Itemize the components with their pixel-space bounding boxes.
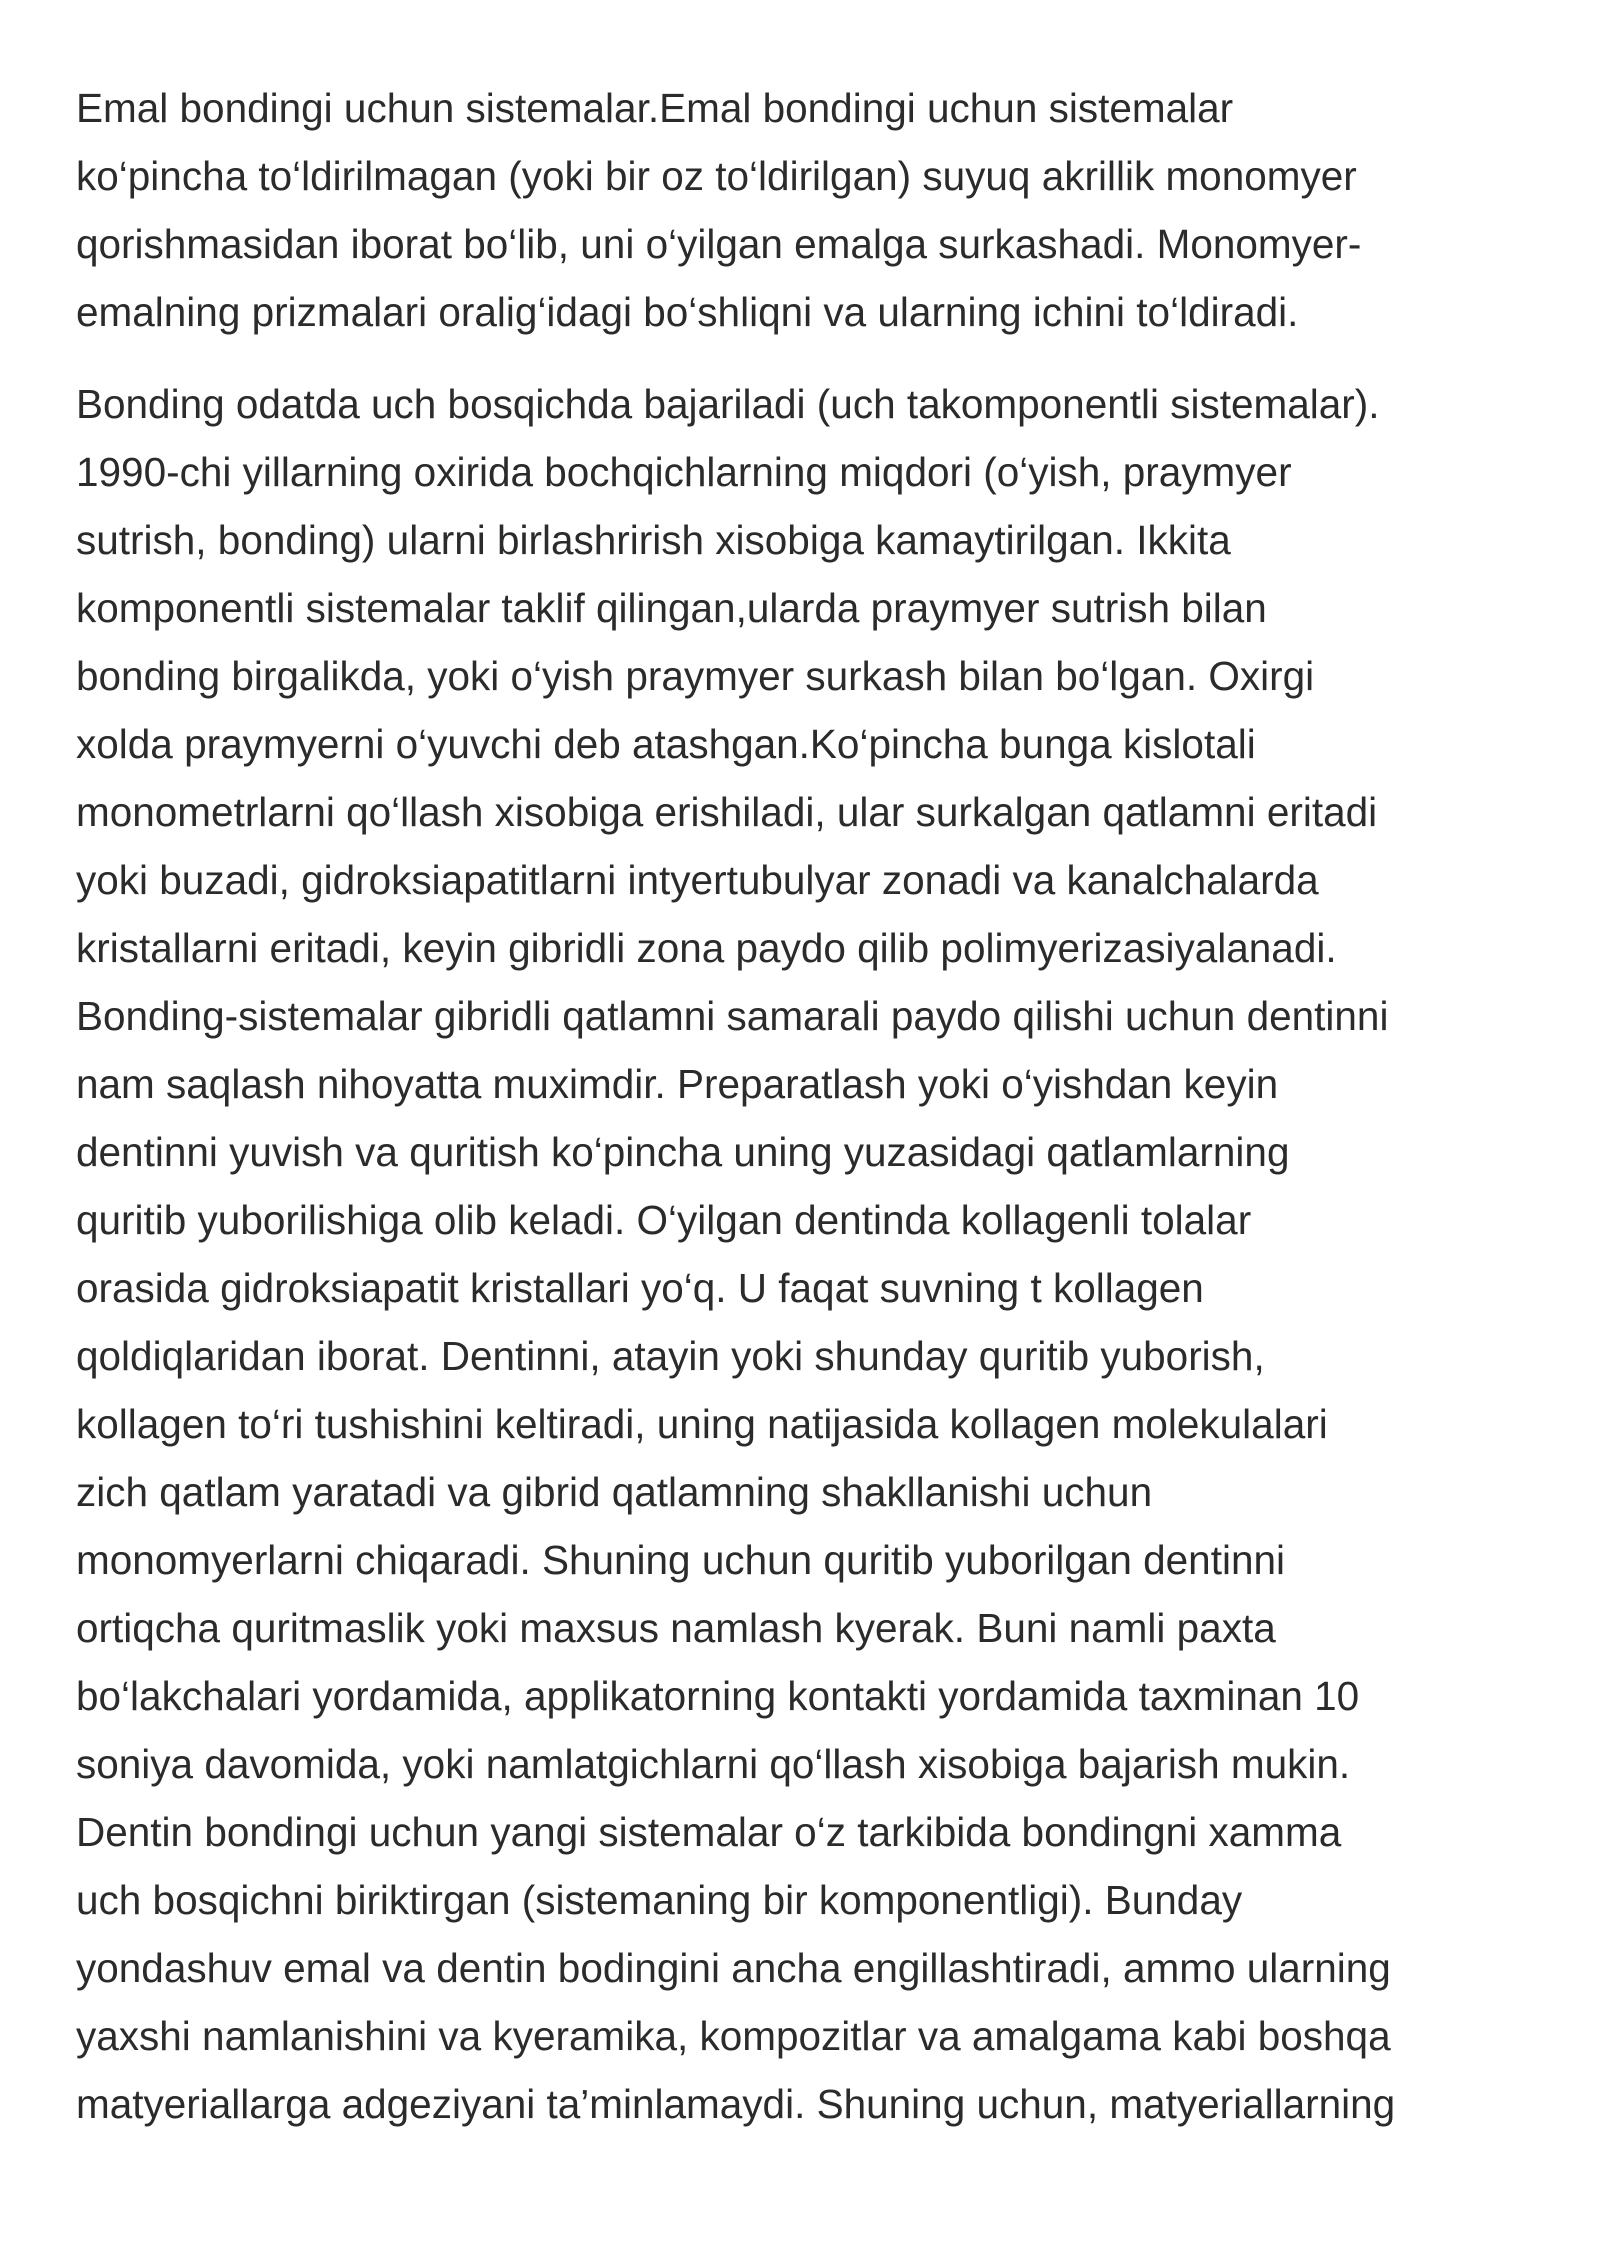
text-line: emalning prizmalari oralig‘idagi bo‘shliqni va ularning ichini to‘ldiradi.: [76, 289, 1299, 335]
text-line: yaxshi namlanishini va kyeramika, kompozitlar va amalgama kabi boshqa: [76, 2013, 1391, 2059]
text-line: ortiqcha quritmaslik yoki maxsus namlash kyerak. Buni namli paxta: [76, 1605, 1276, 1651]
text-line: dentinni yuvish va quritish ko‘pincha uning yuzasidagi qatlamlarning: [76, 1129, 1290, 1175]
text-line: zich qatlam yaratadi va gibrid qatlamning shakllanishi uchun: [76, 1469, 1153, 1515]
text-line: Dentin bondingi uchun yangi sistemalar o‘z tarkibida bondingni xamma: [76, 1809, 1342, 1855]
text-line: xolda praymyerni o‘yuvchi deb atashgan.Ko‘pincha bunga kislotali: [76, 721, 1256, 767]
text-line: nam saqlash nihoyatta muximdir. Preparatlash yoki o‘yishdan keyin: [76, 1061, 1279, 1107]
text-line: bo‘lakchalari yordamida, applikatorning kontakti yordamida taxminan 10: [76, 1673, 1360, 1719]
text-line: orasida gidroksiapatit kristallari yo‘q. U faqat suvning t kollagen: [76, 1265, 1204, 1311]
text-line: ko‘pincha to‘ldirilmagan (yoki bir oz to‘ldirilgan) suyuq akrillik monomyer: [76, 153, 1357, 199]
paragraph-emal-bonding: [76, 74, 1530, 346]
paragraph-bonding-stages: [76, 370, 1530, 2138]
text-line: qoldiqlaridan iborat. Dentinni, atayin yoki shunday quritib yuborish,: [76, 1333, 1265, 1379]
text-line: yoki buzadi, gidroksiapatitlarni intyertubulyar zonadi va kanalchalarda: [76, 857, 1319, 903]
text-line: matyeriallarga adgeziyani ta’minlamaydi. Shuning uchun, matyeriallarning: [76, 2081, 1396, 2127]
text-line: qorishmasidan iborat bo‘lib, uni o‘yilgan emalga surkashadi. Monomyer-: [76, 221, 1362, 267]
text-line: sutrish, bonding) ularni birlashrirish xisobiga kamaytirilgan. Ikkita: [76, 517, 1231, 563]
text-line: quritib yuborilishiga olib keladi. O‘yilgan dentinda kollagenli tolalar: [76, 1197, 1252, 1243]
text-line: kollagen to‘ri tushishini keltiradi, uning natijasida kollagen molekulalari: [76, 1401, 1328, 1447]
text-line: uch bosqichni biriktirgan (sistemaning bir komponentligi). Bunday: [76, 1877, 1243, 1923]
text-line: kristallarni eritadi, keyin gibridli zona paydo qilib polimyerizasiyalanadi.: [76, 925, 1337, 971]
text-line: monomyerlarni chiqaradi. Shuning uchun quritib yuborilgan dentinni: [76, 1537, 1285, 1583]
text-line: soniya davomida, yoki namlatgichlarni qo‘llash xisobiga bajarish mukin.: [76, 1741, 1351, 1787]
text-line: Emal bondingi uchun sistemalar.Emal bondingi uchun sistemalar: [76, 85, 1234, 131]
text-line: monometrlarni qo‘llash xisobiga erishiladi, ular surkalgan qatlamni eritadi: [76, 789, 1378, 835]
text-line: komponentli sistemalar taklif qilingan,ularda praymyer sutrish bilan: [76, 585, 1267, 631]
text-line: Bonding odatda uch bosqichda bajariladi (uch takomponentli sistemalar).: [76, 381, 1380, 427]
text-line: Bonding-sistemalar gibridli qatlamni samarali paydo qilishi uchun dentinni: [76, 993, 1389, 1039]
text-line: yondashuv emal va dentin bodingini ancha engillashtiradi, ammo ularning: [76, 1945, 1391, 1991]
text-line: bonding birgalikda, yoki o‘yish praymyer surkash bilan bo‘lgan. Oxirgi: [76, 653, 1315, 699]
text-line: 1990-chi yillarning oxirida bochqichlarning miqdori (o‘yish, praymyer: [76, 449, 1292, 495]
